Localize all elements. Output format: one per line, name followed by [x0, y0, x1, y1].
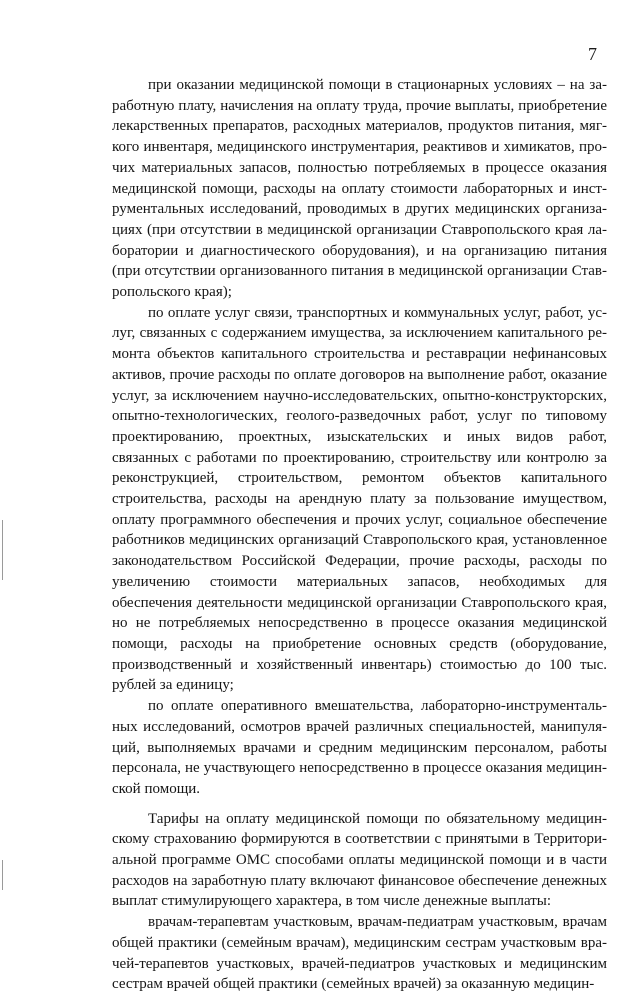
document-body	[112, 75, 607, 995]
paragraph-tariffs: Тарифы на оплату медицинской помощи по обязательному медицинскому страхованию формируются в соответствии с принятыми в Территориальной программе ОМС способами оплаты медицинской помощи и в части расходов на заработную плату включают финансовое обеспечение денежных выплат стимулирующего характера, в том числе денежные выплаты:	[112, 810, 607, 910]
left-margin-mark	[2, 860, 3, 890]
page-number: 7	[588, 44, 597, 64]
paragraph-services-costs: по оплате услуг связи, транспортных и коммунальных услуг, работ, услуг, связанных с содержанием имущества, за исключением капитального ремонта объектов капитального строительства и реставрации нефинансовых активов, прочие расходы по оплате договоров на выполнение работ, оказание услуг, за исключением научно-исследовательских, опытно-конструкторских, опытно-технологических, геолого-разведочных работ, услуг по типовому проектированию, проектных, изыскательских и иных видов работ, связанных с работами по проектированию, строительству или контролю за реконструкцией, строительством, ремонтом объектов капитального строительства, расходы на арендную плату за пользование имуществом, оплату программного обеспечения и прочих услуг, социальное обеспечение работников медицинских организаций Ставропольского края, установленное законодательством Российской Федерации, прочие расходы, расходы по увеличению стоимости материальных запасов, необходимых для обеспечения деятельности медицинской организации Ставропольского края, но не потребляемых непосредственно в процессе оказания медицинской помощи, расходы на приобретение основных средств (оборудование, производственный и хозяйственный инвентарь) стоимостью до 100 тыс. рублей за единицу;	[112, 304, 607, 694]
paragraph-inpatient-costs: при оказании медицинской помощи в стационарных условиях – на заработную плату, начисления на оплату труда, прочие выплаты, приобретение лекарственных препаратов, расходных материалов, продуктов питания, мягкого инвентаря, медицинского инструментария, реактивов и химикатов, прочих материальных запасов, полностью потребляемых в процессе оказания медицинской помощи, расходы на оплату стоимости лабораторных и инструментальных исследований, проводимых в других медицинских организациях (при отсутствии в медицинской организации Ставропольского края лаборатории и диагностического оборудования), и на организацию питания (при отсутствии организованного питания в медицинской организации Ставропольского края);	[112, 77, 607, 301]
paragraph-operative-costs: по оплате оперативного вмешательства, лабораторно-инструментальных исследований, осмотров врачей различных специальностей, манипуляций, выполняемых врачами и средним медицинским персоналом, работы персонала, не участвующего непосредственно в процессе оказания медицинской помощи.	[112, 698, 607, 797]
paragraph-payments-doctors: врачам-терапевтам участковым, врачам-педиатрам участковым, врачам общей практики (семейным врачам), медицинским сестрам участковым врачей-терапевтов участковых, врачей-педиатров участковых и медицинским сестрам врачей общей практики (семейных врачей) за оказанную медицин-	[112, 914, 607, 993]
left-margin-mark	[2, 520, 3, 580]
